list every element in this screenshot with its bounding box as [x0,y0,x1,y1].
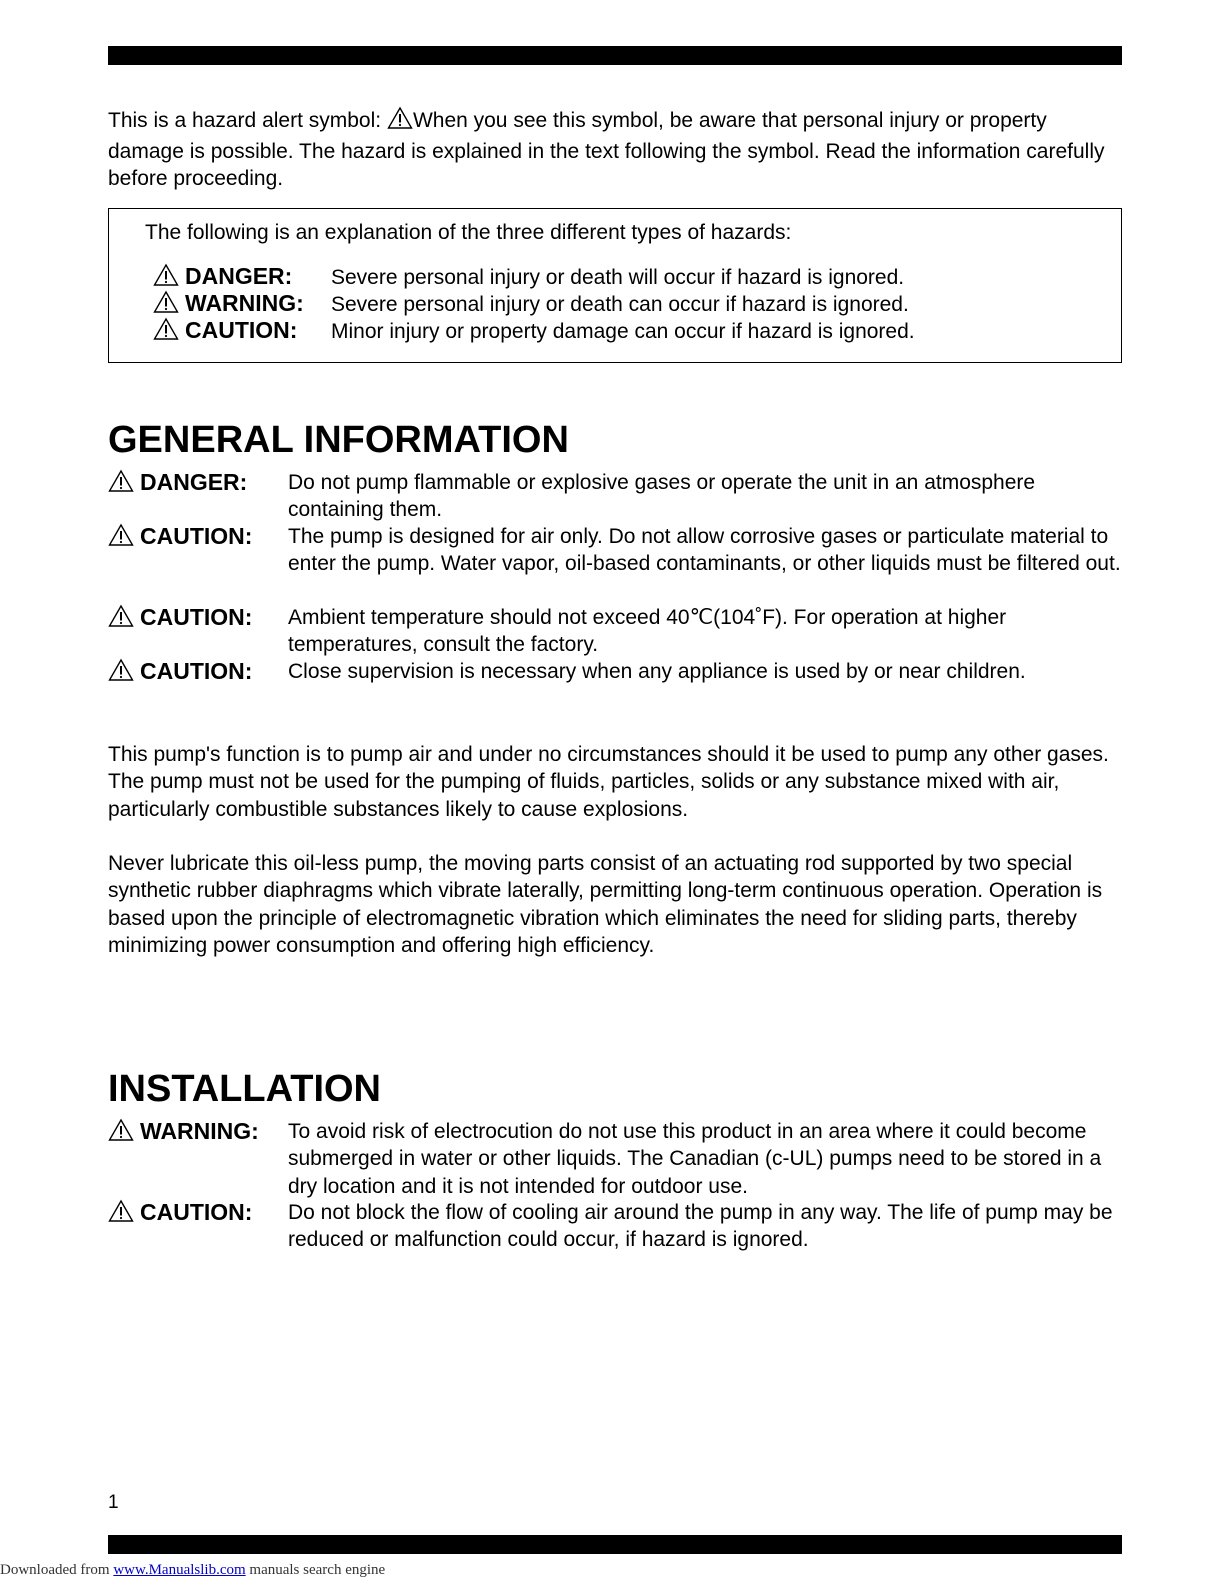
hazard-alert-icon [153,317,179,347]
general-warning-danger [108,469,1122,524]
warning-text: Do not block the flow of cooling air around the pump in any way. The life of pump may be reduced or malfunction could occur, if hazard is ignored. [288,1201,1113,1252]
hazard-alert-icon [108,658,134,688]
hazard-type-label: DANGER: [153,263,331,293]
warning-text: To avoid risk of electrocution do not use this product in an area where it could become submerged in water or other liquids. The Canadian (c-UL) pumps need to be stored in a dry location and it is not intended for outdoor use. [288,1120,1102,1198]
warning-text: Close supervision is necessary when any appliance is used by or near children. [288,660,1026,683]
page-number: 1 [108,1492,119,1513]
pump-function-paragraph: This pump's function is to pump air and under no circumstances should it be used to pump any other gases. The pump must not be used for the pumping of fluids, particles, solids or any substance mixed with air, particularly combustible substances likely to cause explosions. [108,743,1109,821]
warning-label: CAUTION: [108,604,252,634]
hazard-types-box [108,208,1122,363]
hazard-box-lead: The following is an explanation of the three different types of hazards: [145,221,792,244]
intro-text-before: This is a hazard alert symbol: [108,109,387,132]
hazard-alert-icon [153,290,179,320]
hazard-type-caution [153,317,915,344]
hazard-alert-icon [108,1118,134,1148]
installation-heading: INSTALLATION [108,1068,381,1110]
hazard-alert-icon [108,1199,134,1229]
hazard-type-warning [153,290,909,317]
installation-warning-electrocution [108,1118,1122,1200]
intro-paragraph [108,106,1122,193]
general-warning-caution-temperature [108,604,1122,659]
lubrication-paragraph: Never lubricate this oil-less pump, the moving parts consist of an actuating rod supported by two special synthetic rubber diaphragms which vibrate laterally, permitting long-term continuous operation. Operation is based upon the principle of electromagnetic vibration which eliminates the need for sliding parts, thereby minimizing power consumption and offering high efficiency. [108,852,1103,957]
hazard-alert-icon [108,604,134,634]
download-footer [0,1562,385,1579]
general-information-heading: GENERAL INFORMATION [108,419,569,461]
header-rule [108,46,1122,65]
hazard-alert-icon [108,469,134,499]
manualslib-link[interactable]: www.Manualslib.com [113,1562,246,1578]
installation-caution-cooling-air [108,1199,1122,1254]
warning-text: Do not pump flammable or explosive gases or operate the unit in an atmosphere containing them. [288,471,1036,522]
warning-label: DANGER: [108,469,247,499]
warning-text: Ambient temperature should not exceed 40℃(104˚F). For operation at higher temperatures, consult the factory. [288,606,1007,657]
warning-label: CAUTION: [108,1199,252,1229]
hazard-type-text: Severe personal injury or death will occur if hazard is ignored. [331,266,905,289]
warning-label: WARNING: [108,1118,259,1148]
hazard-type-label: CAUTION: [153,317,331,347]
hazard-alert-icon [387,106,413,138]
hazard-type-text: Severe personal injury or death can occur if hazard is ignored. [331,293,909,316]
warning-label: CAUTION: [108,658,252,688]
hazard-type-danger [153,263,904,290]
hazard-type-label: WARNING: [153,290,331,320]
general-warning-caution-air [108,523,1122,578]
general-warning-caution-children [108,658,1122,685]
footer-rule [108,1535,1122,1554]
hazard-alert-icon [153,263,179,293]
warning-label: CAUTION: [108,523,252,553]
footer-prefix: Downloaded from [0,1562,114,1578]
hazard-alert-icon [108,523,134,553]
hazard-type-text: Minor injury or property damage can occur if hazard is ignored. [331,320,915,343]
footer-suffix: manuals search engine [245,1562,386,1578]
intro-text-after: When you see this symbol, be aware that personal injury or property damage is possible. The hazard is explained in the text following the symbol. Read the information carefully before proceeding. [108,109,1105,190]
warning-text: The pump is designed for air only. Do not allow corrosive gases or particulate material to enter the pump. Water vapor, oil-based contaminants, or other liquids must be filtered out. [288,525,1121,576]
